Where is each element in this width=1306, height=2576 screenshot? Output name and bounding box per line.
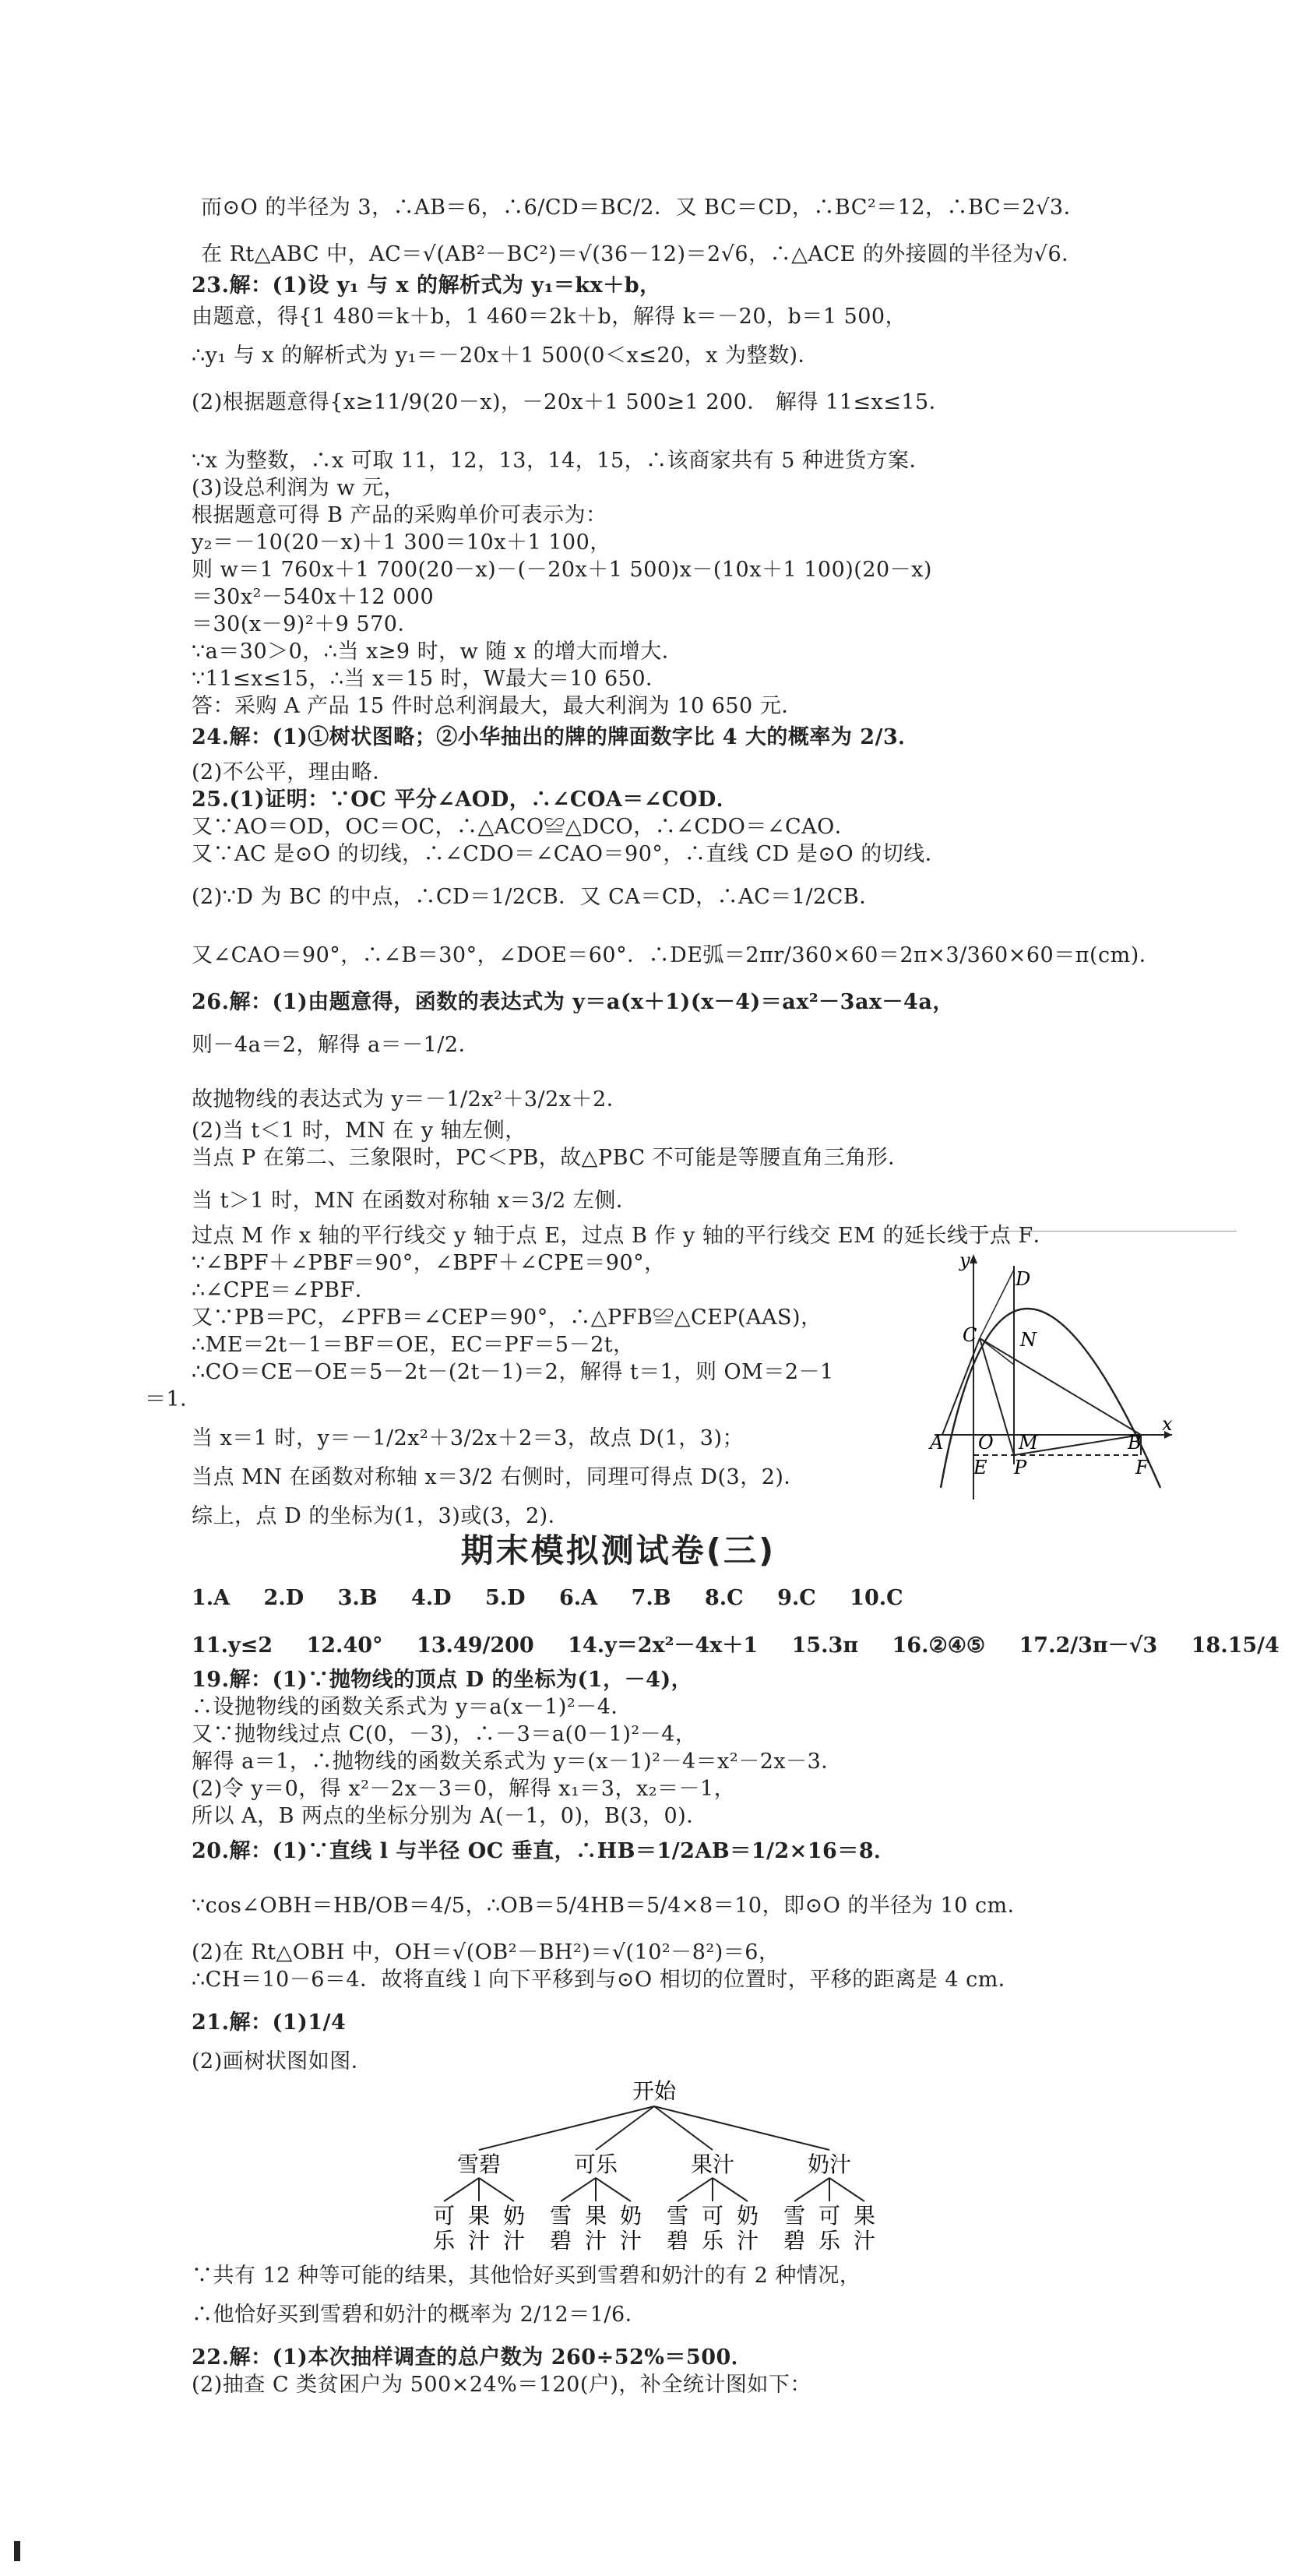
text-line: ∵a＝30＞0，∴当 x≥9 时，w 随 x 的增大而增大． xyxy=(192,640,684,664)
text-line: (2)当 t＜1 时，MN 在 y 轴左侧， xyxy=(192,1119,526,1143)
tree-root: 开始 xyxy=(632,2078,677,2104)
problem-20-heading: 20.解：(1)∵直线 l 与半径 OC 垂直，∴HB＝1/2AB＝1/2×16＝8． xyxy=(192,1839,896,1863)
problem-23-heading: 23.解：(1)设 y₁ 与 x 的解析式为 y₁＝kx＋b， xyxy=(192,273,661,298)
answer-item: 1.A xyxy=(192,1586,231,1610)
text-line: ∵11≤x≤15，∴当 x＝15 时，W最大＝10 650． xyxy=(192,667,667,691)
problem-19-heading: 19.解：(1)∵抛物线的顶点 D 的坐标为(1，－4)， xyxy=(192,1668,693,1692)
label-N: N xyxy=(1020,1329,1037,1351)
text-line: ∵x 为整数，∴x 可取 11，12，13，14，15，∴该商家共有 5 种进货方案． xyxy=(192,449,931,473)
label-O: O xyxy=(978,1432,994,1454)
label-M: M xyxy=(1019,1432,1038,1454)
answer-item: 3.B xyxy=(337,1586,378,1610)
section-title: 期末模拟测试卷(三) xyxy=(460,1531,776,1570)
tree-leaf: 雪碧 xyxy=(549,2203,572,2254)
label-P: P xyxy=(1014,1457,1027,1478)
text-line: 由题意，得{1 480＝k＋b，1 460＝2k＋b，解得 k＝－20，b＝1 500， xyxy=(192,305,907,329)
label-y: y xyxy=(959,1249,970,1271)
text-line: ∴∠CPE＝∠PBF． xyxy=(192,1278,377,1302)
text-line: ＝1． xyxy=(145,1387,202,1411)
text-line: ∴设抛物线的函数关系式为 y＝a(x－1)²－4． xyxy=(192,1695,632,1719)
answer-item: 13.49/200 xyxy=(416,1633,534,1658)
text-line: ＝30x²－540x＋12 000 xyxy=(192,585,435,609)
text-line: ∴CH＝10－6＝4．故将直线 l 向下平移到与⊙O 相切的位置时，平移的距离是 4 cm． xyxy=(192,1968,1020,1992)
label-A: A xyxy=(930,1432,944,1454)
text-line: ∴ME＝2t－1＝BF＝OE，EC＝PF＝5－2t， xyxy=(192,1333,635,1357)
tree-branch: 雪碧 xyxy=(456,2151,502,2177)
text-line: 而⊙O 的半径为 3，∴AB＝6，∴6/CD＝BC/2．又 BC＝CD，∴BC²＝12，∴BC＝2√3． xyxy=(201,196,1086,220)
tree-leaf: 雪碧 xyxy=(666,2203,689,2254)
tree-leaf: 果汁 xyxy=(584,2203,607,2254)
problem-26-heading: 26.解：(1)由题意得，函数的表达式为 y＝a(x＋1)(x－4)＝ax²－3ax－4a， xyxy=(192,990,954,1014)
text-line: 当点 MN 在函数对称轴 x＝3/2 右侧时，同理可得点 D(3，2)． xyxy=(192,1465,805,1489)
answers-row-1 xyxy=(192,1586,930,1610)
tree-branch: 奶汁 xyxy=(807,2151,852,2177)
text-line: 所以 A，B 两点的坐标分别为 A(－1，0)，B(3，0)． xyxy=(192,1804,708,1828)
text-line: ∵共有 12 种等可能的结果，其他恰好买到雪碧和奶汁的有 2 种情况， xyxy=(192,2264,861,2288)
answer-item: 12.40° xyxy=(306,1633,383,1658)
label-C: C xyxy=(963,1324,977,1346)
tree-leaf: 可乐 xyxy=(701,2203,724,2254)
page-corner-mark xyxy=(14,2541,20,2561)
tree-leaf: 雪碧 xyxy=(783,2203,806,2254)
tree-leaf: 可乐 xyxy=(818,2203,841,2254)
answer-item: 14.y＝2x²－4x＋1 xyxy=(568,1633,759,1658)
problem-22-heading: 22.解：(1)本次抽样调查的总户数为 260÷52%＝500． xyxy=(192,2345,753,2370)
text-line: 在 Rt△ABC 中，AC＝√(AB²－BC²)＝√(36－12)＝2√6，∴△ACE 的外接圆的半径为√6． xyxy=(201,242,1083,266)
text-line: ∵∠BPF＋∠PBF＝90°，∠BPF＋∠CPE＝90°， xyxy=(192,1251,666,1275)
text-line: (2)不公平，理由略． xyxy=(192,760,394,784)
text-line: (2)根据题意得{x≥11/9(20－x)，－20x＋1 500≥1 200． 解得 11≤x≤15． xyxy=(192,390,951,414)
tree-branch: 可乐 xyxy=(573,2151,618,2177)
text-line: ∴他恰好买到雪碧和奶汁的概率为 2/12＝1/6． xyxy=(192,2303,647,2327)
answer-item: 10.C xyxy=(850,1586,903,1610)
answer-item: 2.D xyxy=(263,1586,304,1610)
label-F: F xyxy=(1135,1457,1149,1478)
tree-branch: 果汁 xyxy=(690,2151,735,2177)
text-line: 又∵AO＝OD，OC＝OC，∴△ACO≌△DCO，∴∠CDO＝∠CAO． xyxy=(192,815,857,839)
tree-leaf: 可乐 xyxy=(432,2203,456,2254)
text-line: 又∠CAO＝90°，∴∠B＝30°，∠DOE＝60°．∴DE弧＝2πr/360×60＝2π×3/360×60＝π(cm)． xyxy=(192,943,1161,967)
tree-leaf: 奶汁 xyxy=(736,2203,759,2254)
text-line: ∵cos∠OBH＝HB/OB＝4/5，∴OB＝5/4HB＝5/4×8＝10，即⊙O 的半径为 10 cm． xyxy=(192,1894,1030,1918)
answer-item: 15.3π xyxy=(791,1633,859,1658)
problem-24-heading: 24.解：(1)①树状图略；②小华抽出的牌的牌面数字比 4 大的概率为 2/3． xyxy=(192,725,920,749)
text-line: 当点 P 在第二、三象限时，PC＜PB，故△PBC 不可能是等腰直角三角形． xyxy=(192,1146,910,1170)
answer-item: 18.15/4 xyxy=(1191,1633,1280,1658)
text-line: 则－4a＝2，解得 a＝－1/2． xyxy=(192,1033,481,1057)
text-line: ∴CO＝CE－OE＝5－2t－(2t－1)＝2，解得 t＝1，则 OM＝2－1 xyxy=(192,1360,834,1384)
text-line: 当 x＝1 时，y＝－1/2x²＋3/2x＋2＝3，故点 D(1，3)； xyxy=(192,1426,745,1450)
tree-leaf: 果汁 xyxy=(853,2203,876,2254)
text-line: y₂＝－10(20－x)＋1 300＝10x＋1 100， xyxy=(192,530,611,555)
text-line: 当 t＞1 时，MN 在函数对称轴 x＝3/2 左侧． xyxy=(192,1189,638,1213)
label-E: E xyxy=(973,1457,987,1478)
answer-item: 16.②④⑤ xyxy=(892,1633,986,1658)
text-line: ∴y₁ 与 x 的解析式为 y₁＝－20x＋1 500(0＜x≤20，x 为整数)． xyxy=(192,344,820,368)
text-line: 解得 a＝1，∴抛物线的函数关系式为 y＝(x－1)²－4＝x²－2x－3． xyxy=(192,1750,843,1774)
text-line: 综上，点 D 的坐标为(1，3)或(3，2)． xyxy=(192,1504,570,1528)
text-line: (2)画树状图如图． xyxy=(192,2049,373,2074)
tree-leaf: 果汁 xyxy=(467,2203,491,2254)
text-line: 又∵AC 是⊙O 的切线，∴∠CDO＝∠CAO＝90°，∴直线 CD 是⊙O 的切线． xyxy=(192,842,947,866)
label-B: B xyxy=(1128,1432,1142,1454)
text-line: 过点 M 作 x 轴的平行线交 y 轴于点 E，过点 B 作 y 轴的平行线交 EM 的延长线于点 F． xyxy=(192,1224,1055,1248)
text-line: (3)设总利润为 w 元， xyxy=(192,476,406,500)
answer-item: 9.C xyxy=(777,1586,816,1610)
answer-item: 5.D xyxy=(485,1586,526,1610)
answer-item: 7.B xyxy=(631,1586,671,1610)
text-line: 故抛物线的表达式为 y＝－1/2x²＋3/2x＋2． xyxy=(192,1087,628,1112)
label-D: D xyxy=(1016,1268,1031,1290)
text-line: (2)抽查 C 类贫困户为 500×24%＝120(户)，补全统计图如下： xyxy=(192,2373,811,2397)
text-line: 根据题意可得 B 产品的采购单价可表示为： xyxy=(192,503,607,527)
answer-item: 4.D xyxy=(410,1586,452,1610)
text-line: ＝30(x－9)²＋9 570． xyxy=(192,612,419,636)
tree-leaf: 奶汁 xyxy=(619,2203,642,2254)
text-line: (2)在 Rt△OBH 中，OH＝√(OB²－BH²)＝√(10²－8²)＝6， xyxy=(192,1940,780,1965)
tree-diagram xyxy=(405,2072,903,2259)
answer-item: 6.A xyxy=(559,1586,598,1610)
text-line: (2)令 y＝0，得 x²－2x－3＝0，解得 x₁＝3，x₂＝－1， xyxy=(192,1777,736,1801)
problem-21-heading: 21.解：(1)1/4 xyxy=(192,2010,347,2035)
answer-item: 17.2/3π－√3 xyxy=(1019,1633,1158,1658)
label-x: x xyxy=(1162,1413,1173,1435)
problem-25-heading: 25.(1)证明：∵OC 平分∠AOD，∴∠COA＝∠COD． xyxy=(192,788,738,812)
text-line: 又∵PB＝PC，∠PFB＝∠CEP＝90°，∴△PFB≌△CEP(AAS)， xyxy=(192,1306,822,1330)
tree-leaf: 奶汁 xyxy=(502,2203,526,2254)
answers-row-2 xyxy=(192,1628,1306,1658)
answer-item: 11.y≤2 xyxy=(192,1633,273,1658)
answer-item: 8.C xyxy=(704,1586,744,1610)
text-line: 则 w＝1 760x＋1 700(20－x)－(－20x＋1 500)x－(10x＋1 100)(20－x) xyxy=(192,558,932,582)
text-line: 答：采购 A 产品 15 件时总利润最大，最大利润为 10 650 元． xyxy=(192,694,803,718)
text-line: 又∵抛物线过点 C(0，－3)，∴－3＝a(0－1)²－4， xyxy=(192,1722,697,1746)
text-line: (2)∵D 为 BC 的中点，∴CD＝1/2CB．又 CA＝CD，∴AC＝1/2CB． xyxy=(192,885,881,909)
parabola-figure xyxy=(919,1246,1176,1503)
